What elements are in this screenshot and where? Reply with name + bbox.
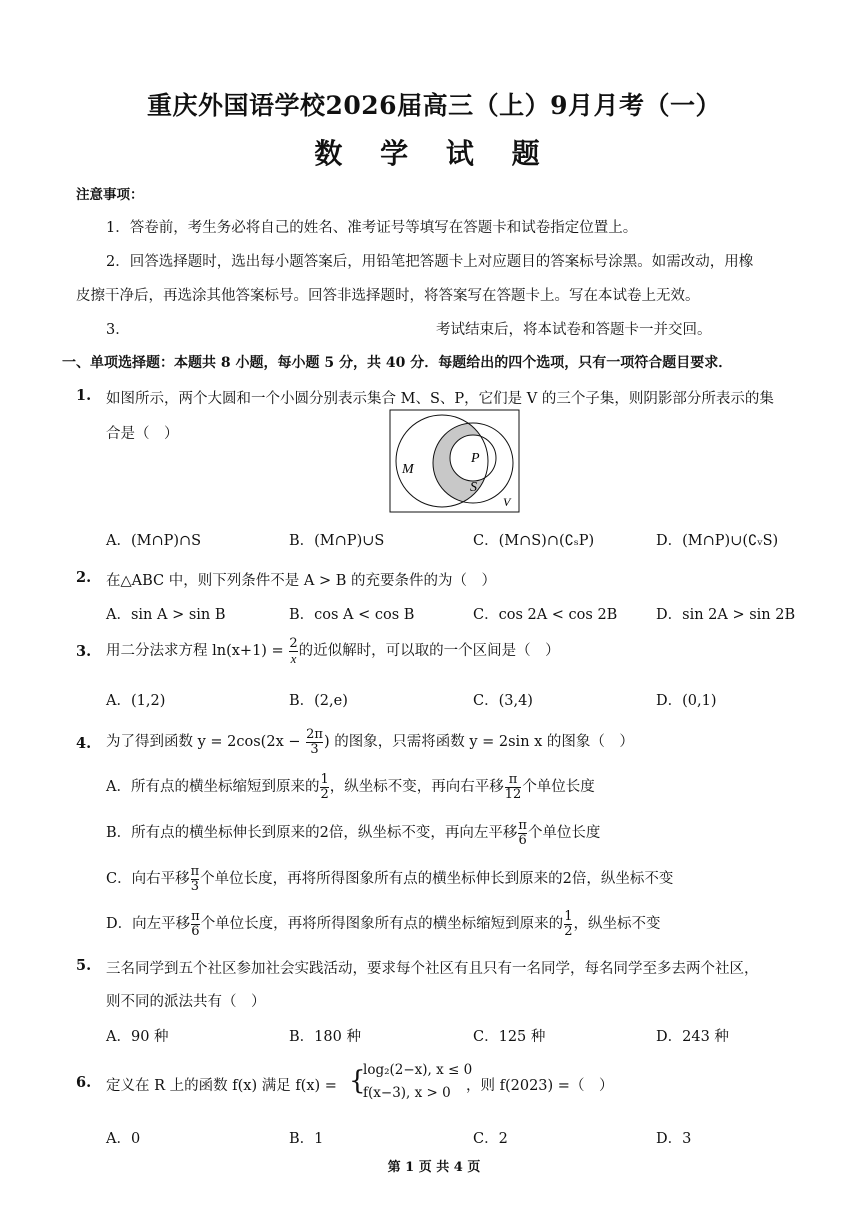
q1-stem-line1: 如图所示，两个大圆和一个小圆分别表示集合 M、S、P，它们是 V 的三个子集，则阴影部分所表示的集 — [106, 391, 774, 407]
q5-option-b: B．180 种 — [289, 1029, 361, 1045]
fraction-denominator: 3 — [190, 878, 200, 894]
q6-case-2: f(x−3), x > 0 — [363, 1085, 451, 1101]
q4-fraction — [306, 728, 323, 757]
q3-stem — [106, 634, 560, 668]
q3-option-d: D．(0,1) — [656, 693, 717, 709]
q6-option-d: D．3 — [656, 1131, 692, 1147]
q4-stem-pre: 为了得到函数 y = 2cos(2x − — [106, 734, 306, 750]
fraction-denominator: 2 — [564, 923, 573, 939]
fraction-numerator: 2π — [306, 726, 323, 742]
label-m: M — [402, 462, 414, 477]
option-fraction — [505, 773, 522, 802]
q2-option-a: A．sin A > sin B — [106, 607, 226, 623]
q6-case-1: log₂(2−x), x ≤ 0 — [363, 1062, 473, 1078]
option-fraction — [191, 865, 200, 894]
q2-stem: 在△ABC 中，则下列条件不是 A > B 的充要条件的为（ ） — [106, 573, 496, 589]
fraction-denominator: 6 — [191, 923, 200, 939]
venn-diagram — [389, 409, 521, 514]
q6-stem-post: ，则 f(2023) =（ ） — [466, 1078, 614, 1094]
q4-option-d — [106, 907, 660, 941]
option-text: 个单位长度，再将所得图象所有点的横坐标缩短到原来的 — [200, 916, 564, 932]
q2-option-b: B．cos A < cos B — [289, 607, 415, 623]
q6-option-c: C．2 — [473, 1131, 508, 1147]
q2-option-d: D．sin 2A > sin 2B — [656, 607, 796, 623]
q5-option-c: C．125 种 — [473, 1029, 546, 1045]
q3-fraction — [289, 637, 297, 666]
q4-stem — [106, 725, 634, 759]
question-number: 4. — [76, 735, 92, 752]
q6-option-a: A．0 — [106, 1131, 141, 1147]
question-number: 2. — [76, 569, 92, 586]
q4-option-c — [106, 862, 673, 896]
fraction-numerator: 2 — [289, 635, 298, 651]
label-p: P — [471, 451, 480, 466]
label-v: V — [503, 495, 511, 509]
q1-option-a: A．(M∩P)∩S — [106, 533, 202, 549]
option-text: D．向左平移 — [106, 916, 191, 932]
option-text: B．所有点的横坐标伸长到原来的2倍，纵坐标不变，再向左平移 — [106, 825, 518, 841]
fraction-numerator: 1 — [320, 771, 329, 787]
section-heading: 一、单项选择题：本题共 8 小题，每小题 5 分，共 40 分．每题给出的四个选项，只有一项符合题目要求． — [62, 355, 733, 371]
option-text: 个单位长度，再将所得图象所有点的横坐标伸长到原来的2倍，纵坐标不变 — [200, 871, 674, 887]
option-text: A．所有点的横坐标缩短到原来的 — [106, 779, 320, 795]
q5-option-a: A．90 种 — [106, 1029, 169, 1045]
note-item-1: 1．答卷前，考生务必将自己的姓名、准考证号等填写在答题卡和试卷指定位置上。 — [106, 220, 638, 236]
page-subtitle: 数 学 试 题 — [314, 137, 554, 170]
note-item-2-line1: 2．回答选择题时，选出每小题答案后，用铅笔把答题卡上对应题目的答案标号涂黑。如需改动，用橡 — [106, 254, 754, 270]
q3-option-a: A．(1,2) — [106, 693, 166, 709]
option-text: C．向右平移 — [106, 871, 190, 887]
label-s: S — [470, 480, 477, 495]
fraction-numerator: π — [508, 771, 518, 787]
fraction-denominator: 6 — [518, 832, 527, 848]
question-number: 6. — [76, 1074, 92, 1091]
page-number: 第 1 页 共 4 页 — [387, 1160, 481, 1175]
question-number: 3. — [76, 643, 92, 660]
q3-option-c: C．(3,4) — [473, 693, 533, 709]
q6-stem-pre: 定义在 R 上的函数 f(x) 满足 f(x) = — [106, 1078, 337, 1094]
option-fraction — [564, 910, 572, 939]
q4-option-b — [106, 816, 600, 850]
fraction-numerator: π — [518, 817, 527, 833]
fraction-denominator: x — [290, 650, 297, 666]
question-number: 1. — [76, 387, 92, 404]
fraction-numerator: 1 — [564, 908, 573, 924]
q5-stem-line2: 则不同的派法共有（ ） — [106, 994, 266, 1010]
q4-stem-post: ) 的图象，只需将函数 y = 2sin x 的图象（ ） — [323, 734, 634, 750]
fraction-denominator: 3 — [306, 742, 323, 757]
q1-stem-line2: 合是（ ） — [106, 426, 179, 442]
option-fraction — [518, 819, 527, 848]
q1-option-d: D．(M∩P)∪(∁ᵥS) — [656, 533, 779, 549]
page-title: 重庆外国语学校2026届高三（上）9月月考（一） — [147, 91, 721, 120]
q6-option-b: B．1 — [289, 1131, 324, 1147]
notes-heading: 注意事项： — [76, 187, 144, 203]
fraction-denominator: 12 — [504, 786, 522, 802]
fraction-denominator: 2 — [320, 786, 329, 802]
q5-stem-line1: 三名同学到五个社区参加社会实践活动，要求每个社区有且只有一名同学，每名同学至多去两个社区， — [106, 961, 759, 977]
q1-option-c: C．(M∩S)∩(∁ₛP) — [473, 533, 595, 549]
option-fraction — [320, 773, 328, 802]
option-text: 个单位长度 — [527, 825, 601, 841]
fraction-numerator: π — [191, 908, 200, 924]
q3-stem-post: 的近似解时，可以取的一个区间是（ ） — [298, 643, 560, 659]
option-fraction — [191, 910, 200, 939]
option-text: ，纵坐标不变 — [573, 916, 661, 932]
brace-icon: { — [349, 1066, 366, 1096]
q4-option-a — [106, 770, 595, 804]
note-item-2-line2: 皮擦干净后，再选涂其他答案标号。回答非选择题时，将答案写在答题卡上。写在本试卷上无效。 — [76, 288, 700, 304]
note-item-3-number: 3． — [106, 322, 130, 338]
fraction-numerator: π — [190, 863, 200, 879]
q2-option-c: C．cos 2A < cos 2B — [473, 607, 618, 623]
question-number: 5. — [76, 957, 92, 974]
q3-stem-pre: 用二分法求方程 ln(x+1) = — [106, 643, 289, 659]
q5-option-d: D．243 种 — [656, 1029, 729, 1045]
q1-option-b: B．(M∩P)∪S — [289, 533, 385, 549]
note-item-3-text: 考试结束后，将本试卷和答题卡一并交回。 — [436, 322, 712, 338]
q3-option-b: B．(2,e) — [289, 693, 348, 709]
option-text: 个单位长度 — [522, 779, 595, 795]
option-text: ，纵坐标不变，再向右平移 — [329, 779, 504, 795]
